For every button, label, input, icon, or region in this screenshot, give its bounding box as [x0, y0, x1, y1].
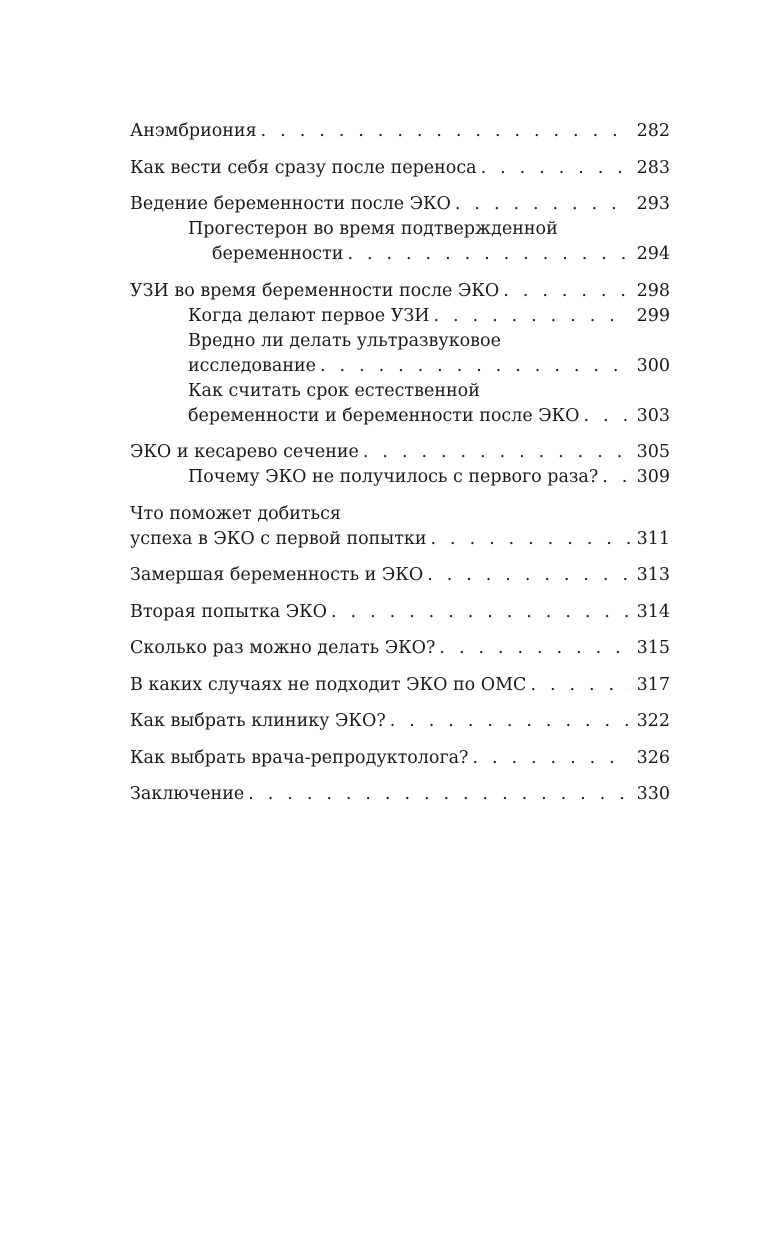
dot-leader [320, 354, 630, 379]
toc-entry-title: Что поможет добиться [130, 503, 341, 524]
dot-leader [530, 673, 630, 698]
toc-entry-title-continued: исследование [188, 355, 317, 376]
toc-entry-title: Почему ЭКО не получилось с первого раза? [188, 467, 599, 487]
toc-entry-title: Анэмбриония [130, 121, 257, 141]
toc-entry-page: 330 [636, 784, 670, 804]
dot-leader [584, 404, 630, 429]
toc-entry [130, 119, 670, 144]
dot-leader [439, 636, 630, 661]
toc-entry-page: 298 [636, 280, 670, 301]
toc-entry-title: Сколько раз можно делать ЭКО? [130, 638, 436, 658]
toc-entry [130, 279, 670, 304]
toc-entry [130, 636, 670, 661]
toc-entry [130, 600, 670, 625]
toc-entry-page: 294 [636, 244, 670, 264]
toc-entry-page: 283 [636, 157, 670, 178]
toc-entry [130, 192, 670, 217]
toc-entry-page: 282 [636, 121, 670, 141]
dot-leader [427, 563, 630, 588]
toc-entry-page: 311 [636, 528, 670, 549]
toc-entry [130, 746, 670, 771]
toc-entry-page: 326 [636, 747, 670, 768]
toc-entry-title-continued: беременности [212, 244, 344, 264]
dot-leader [455, 192, 630, 217]
toc-entry-title: Вредно ли делать ультразвуковое [188, 330, 501, 351]
toc-entry-title: Замершая беременность и ЭКО [130, 565, 424, 585]
toc-entry [130, 782, 670, 807]
toc-subentry [130, 217, 670, 267]
toc-entry-title: Прогестерон во время подтвержденной [188, 219, 558, 239]
toc-entry-page: 317 [636, 674, 670, 695]
dot-leader [347, 242, 630, 267]
dot-leader [248, 782, 630, 807]
toc-entry-title: ЭКО и кесарево сечение [130, 442, 359, 462]
toc-subentry [130, 304, 670, 329]
dot-leader [331, 600, 630, 625]
dot-leader [472, 746, 630, 771]
toc-entry [130, 709, 670, 734]
dot-leader [363, 440, 630, 465]
toc-entry-page: 314 [636, 601, 670, 622]
dot-leader [434, 304, 630, 329]
dot-leader [503, 279, 630, 304]
toc-entry-title: Ведение беременности после ЭКО [130, 194, 451, 214]
table-of-contents [130, 119, 670, 807]
toc-subentry [130, 465, 670, 490]
toc-subentry [130, 379, 670, 429]
toc-entry-page: 299 [636, 305, 670, 326]
dot-leader [431, 527, 630, 552]
toc-entry-title: Вторая попытка ЭКО [130, 601, 328, 622]
toc-entry-title: Как вести себя сразу после переноса [130, 157, 477, 178]
toc-entry-title: Как выбрать врача-репродуктолога? [130, 747, 469, 768]
toc-entry [130, 156, 670, 181]
dot-leader [481, 156, 630, 181]
toc-entry-title: УЗИ во время беременности после ЭКО [130, 280, 500, 301]
toc-entry [130, 502, 670, 552]
toc-entry-page: 293 [636, 194, 670, 214]
toc-entry-page: 309 [636, 467, 670, 487]
toc-entry-page: 303 [636, 405, 670, 426]
toc-entry-page: 315 [636, 638, 670, 658]
dot-leader [390, 709, 630, 734]
dot-leader [261, 119, 630, 144]
toc-entry-title: Заключение [130, 784, 245, 804]
toc-entry-title: Как считать срок естественной [188, 380, 480, 401]
toc-entry-page: 305 [636, 442, 670, 462]
toc-entry-title: В каких случаях не подходит ЭКО по ОМС [130, 674, 527, 695]
toc-entry-page: 300 [636, 355, 670, 376]
toc-subentry [130, 329, 670, 379]
toc-entry-page: 313 [636, 565, 670, 585]
toc-entry-title: Когда делают первое УЗИ [188, 305, 430, 326]
dot-leader [602, 465, 630, 490]
toc-entry-title-continued: успеха в ЭКО с первой попытки [130, 528, 427, 549]
toc-entry-title-continued: беременности и беременности после ЭКО [188, 405, 580, 426]
toc-entry-title: Как выбрать клинику ЭКО? [130, 711, 386, 731]
toc-entry [130, 440, 670, 465]
toc-entry [130, 673, 670, 698]
toc-entry-page: 322 [636, 711, 670, 731]
toc-entry [130, 563, 670, 588]
